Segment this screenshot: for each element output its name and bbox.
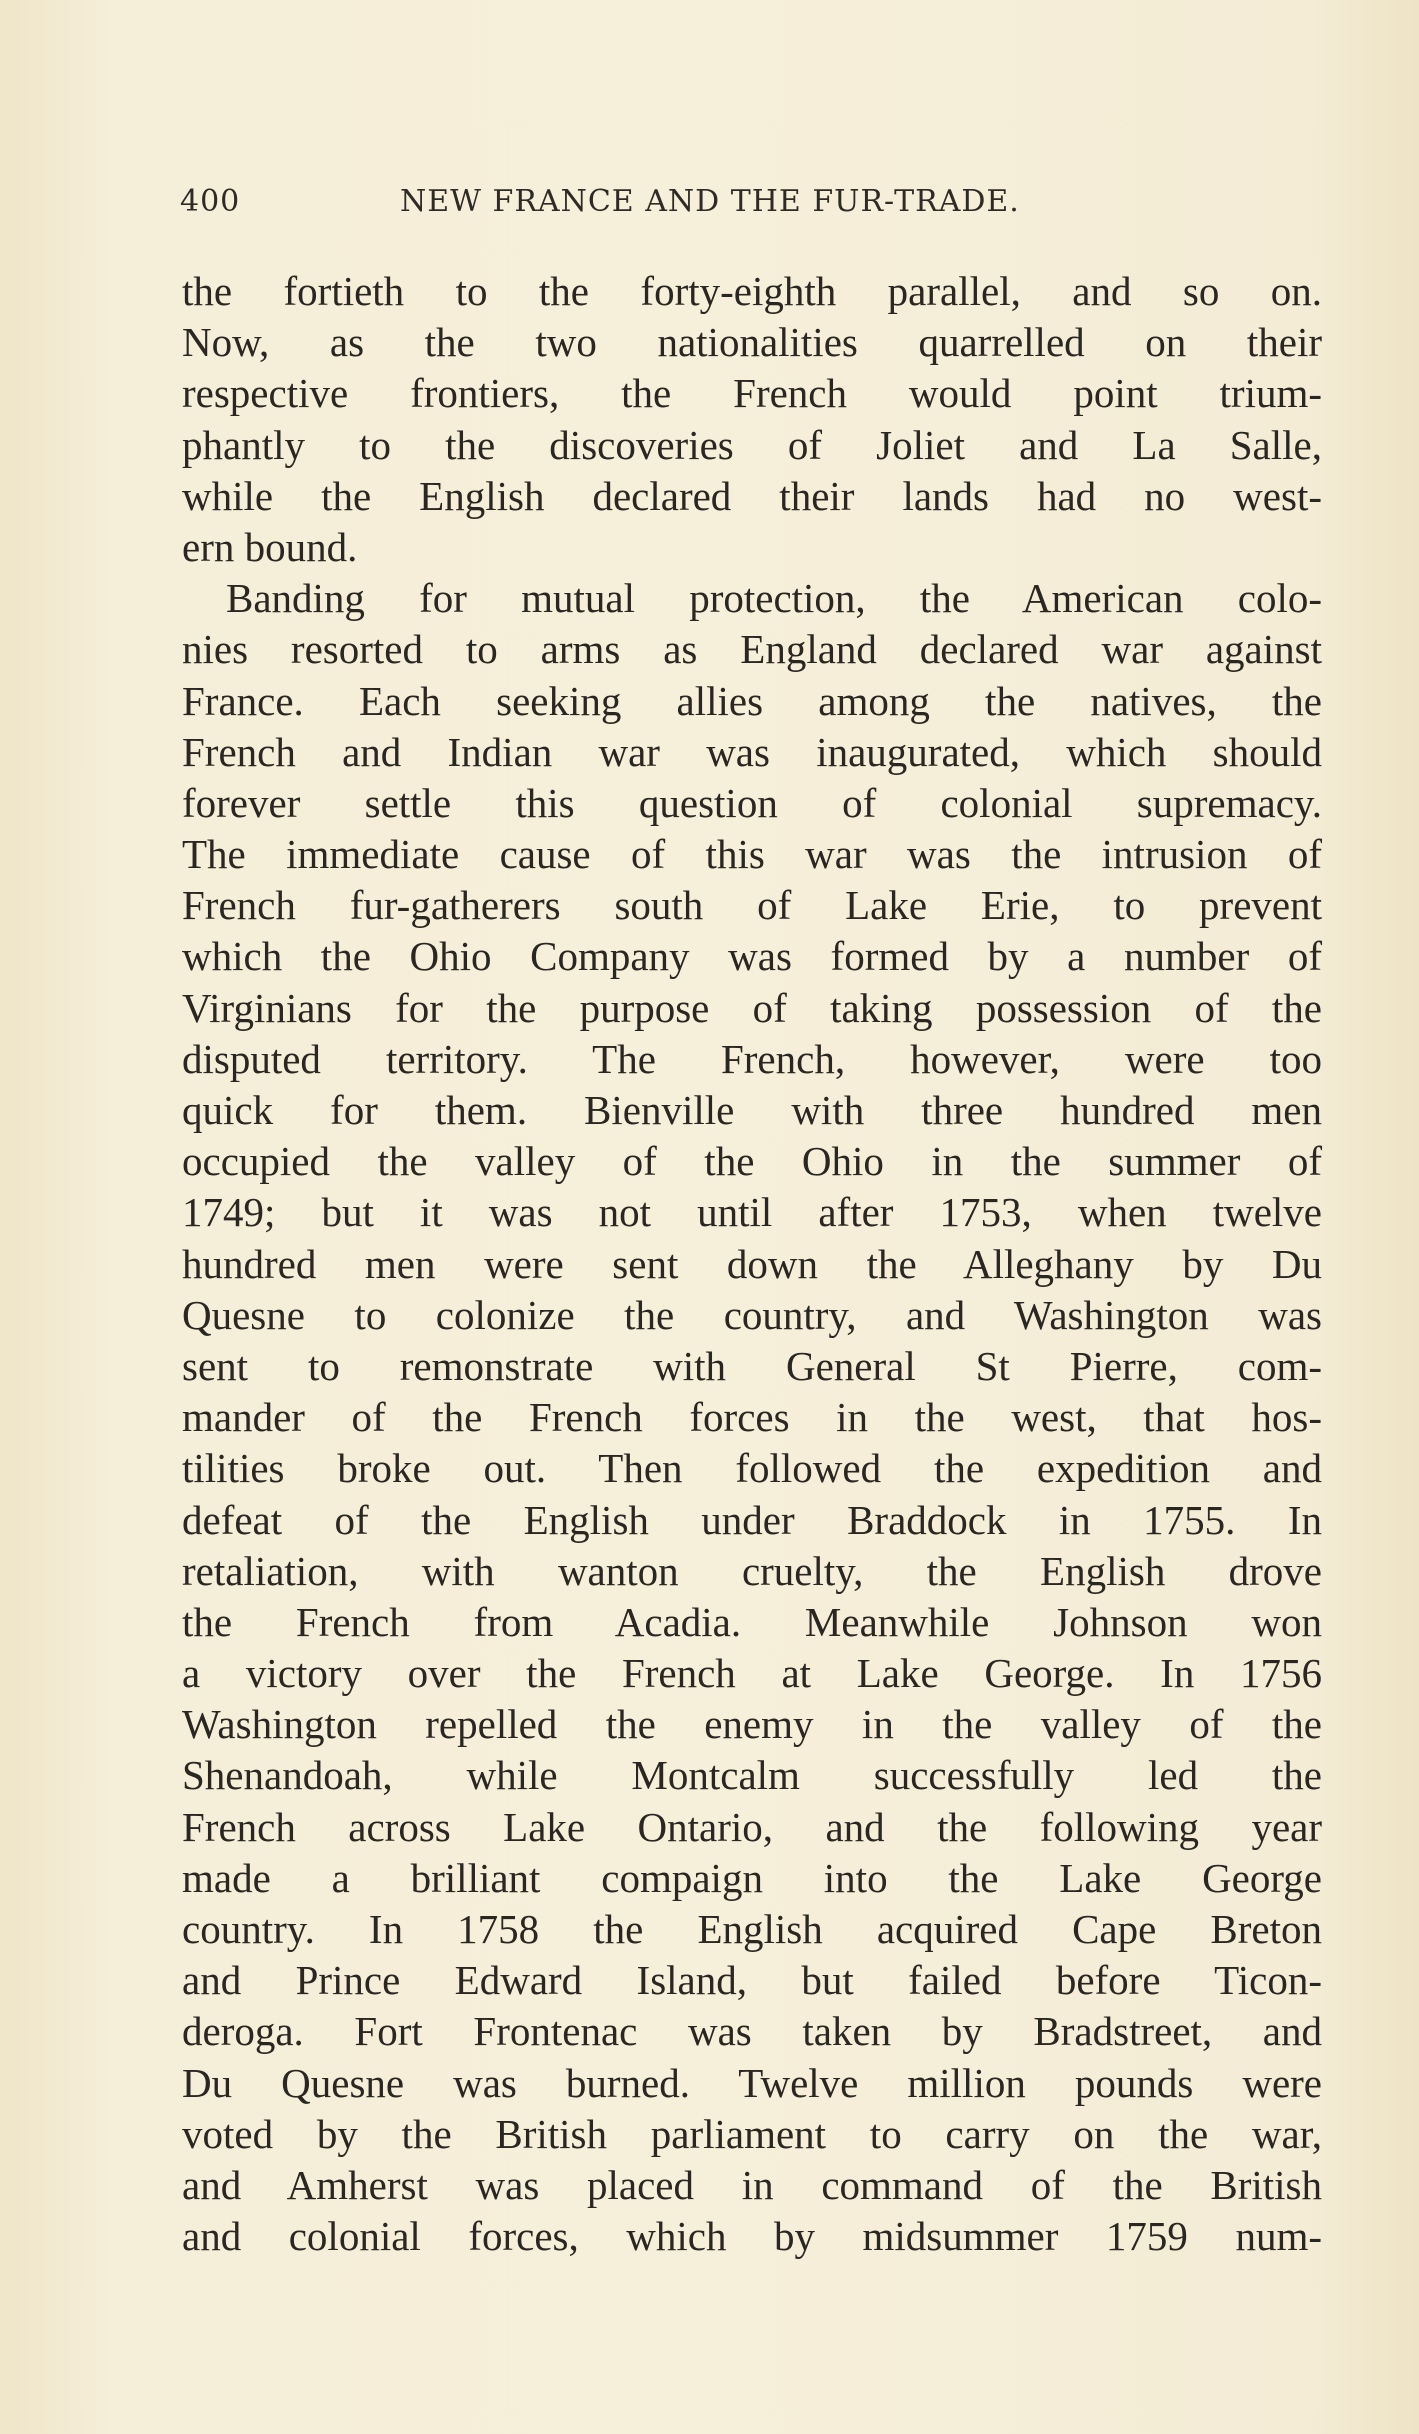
text-line: France. Each seeking allies among the natives, the (182, 677, 1322, 724)
running-head (180, 184, 1320, 232)
text-line: retaliation, with wanton cruelty, the English drove (182, 1547, 1322, 1594)
page-number: 400 (180, 184, 241, 219)
text-line: while the English declared their lands had no west- (182, 472, 1322, 519)
text-line: nies resorted to arms as England declared war against (182, 626, 1322, 673)
text-line: hundred men were sent down the Alleghany by Du (182, 1240, 1322, 1287)
text-line: Banding for mutual protection, the American colo- (226, 575, 1322, 622)
body-text (182, 266, 1322, 2262)
text-line: deroga. Fort Frontenac was taken by Bradstreet, and (182, 2008, 1322, 2055)
text-line: mander of the French forces in the west, that hos- (182, 1394, 1322, 1441)
text-line: French across Lake Ontario, and the following year (182, 1803, 1322, 1850)
paragraph-2 (182, 573, 1322, 2262)
text-line: country. In 1758 the English acquired Cape Breton (182, 1906, 1322, 1952)
text-line: ern bound. (182, 523, 358, 570)
text-line: phantly to the discoveries of Joliet and La Salle, (182, 421, 1322, 468)
text-line: occupied the valley of the Ohio in the summer of (182, 1138, 1322, 1185)
paragraph-1 (182, 266, 1322, 573)
text-line: disputed territory. The French, however, were too (182, 1035, 1322, 1082)
text-line: French fur-gatherers south of Lake Erie, to prevent (182, 882, 1322, 929)
text-line: respective frontiers, the French would point trium- (182, 370, 1322, 417)
text-line: Virginians for the purpose of taking possession of the (182, 984, 1322, 1031)
text-line: 1749; but it was not until after 1753, when twelve (182, 1189, 1322, 1236)
text-line: and Prince Edward Island, but failed before Ticon- (182, 1957, 1322, 2004)
text-line: the French from Acadia. Meanwhile Johnson won (182, 1598, 1322, 1645)
running-title: NEW FRANCE AND THE FUR-TRADE. (400, 184, 1020, 219)
text-line: a victory over the French at Lake George. In 1756 (182, 1650, 1322, 1697)
text-line: and Amherst was placed in command of the British (182, 2161, 1322, 2208)
text-line: made a brilliant compaign into the Lake George (182, 1854, 1322, 1901)
text-line: Quesne to colonize the country, and Washington was (182, 1291, 1322, 1338)
text-line: voted by the British parliament to carry on the war, (182, 2110, 1322, 2157)
text-line: forever settle this question of colonial supremacy. (182, 779, 1322, 826)
text-line: defeat of the English under Braddock in 1755. In (182, 1496, 1322, 1543)
text-line: tilities broke out. Then followed the expedition and (182, 1445, 1322, 1492)
text-line: French and Indian war was inaugurated, which should (182, 728, 1322, 775)
text-line: Now, as the two nationalities quarrelled on their (182, 319, 1322, 366)
text-line: which the Ohio Company was formed by a number of (182, 933, 1322, 980)
text-line: Shenandoah, while Montcalm successfully led the (182, 1752, 1322, 1799)
text-line: Washington repelled the enemy in the valley of the (182, 1701, 1322, 1748)
text-line: the fortieth to the forty-eighth parallel, and so on. (182, 268, 1322, 314)
text-line: sent to remonstrate with General St Pierre, com- (182, 1342, 1322, 1389)
text-line: The immediate cause of this war was the intrusion of (182, 831, 1322, 878)
text-line: quick for them. Bienville with three hundred men (182, 1087, 1322, 1133)
text-line: and colonial forces, which by midsummer 1759 num- (182, 2213, 1322, 2260)
text-line: Du Quesne was burned. Twelve million pounds were (182, 2059, 1322, 2106)
